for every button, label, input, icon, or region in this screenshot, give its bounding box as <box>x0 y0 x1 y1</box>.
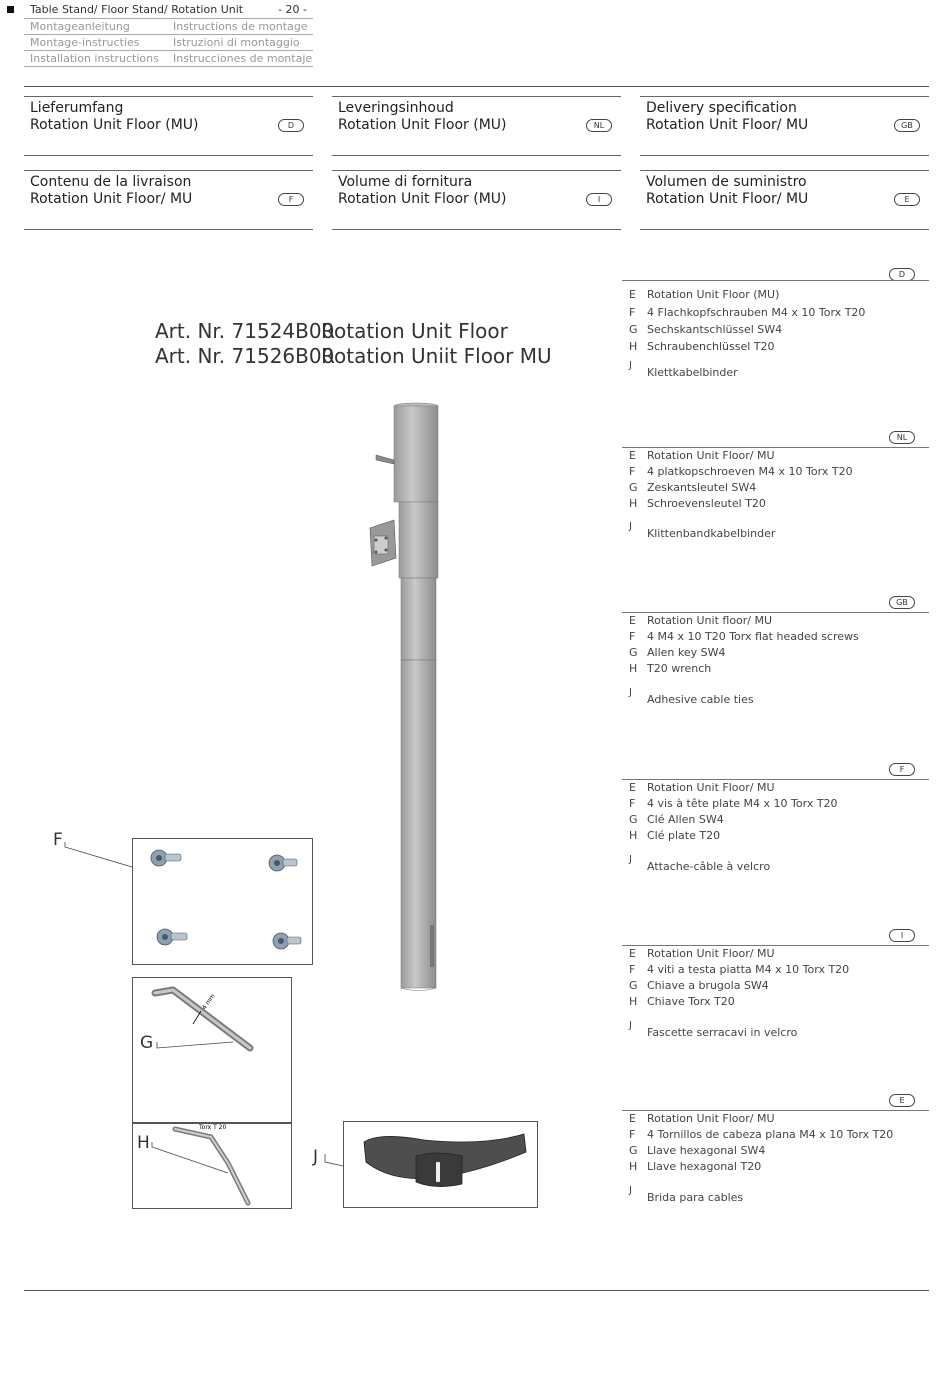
item-key: J <box>629 854 632 865</box>
parts-list-gb <box>622 596 929 716</box>
label-j: J <box>313 1147 319 1167</box>
item-key: H <box>629 340 638 353</box>
item-text: Zeskantsleutel SW4 <box>647 481 757 494</box>
cable-tie-icon <box>344 1122 537 1207</box>
item-key: G <box>629 1144 638 1157</box>
lang-badge: D <box>278 119 304 132</box>
top-rule <box>24 86 929 87</box>
item-text: Fascette serracavi in velcro <box>647 1026 798 1039</box>
item-text: 4 M4 x 10 T20 Torx flat headed screws <box>647 630 859 643</box>
item-key: G <box>629 646 638 659</box>
header-lang-label: Installation instructions <box>30 52 159 65</box>
lang-badge: NL <box>889 431 915 444</box>
item-text: Sechskantschlüssel SW4 <box>647 323 783 336</box>
screw-icon <box>269 855 297 871</box>
item-text: Rotation Unit Floor/ MU <box>647 449 775 462</box>
torx-label: Torx T 20 <box>199 1124 227 1131</box>
cable-tie-figure-frame <box>343 1121 538 1208</box>
header-lang-label: Instructions de montage <box>173 20 308 33</box>
label-h: H <box>137 1133 150 1153</box>
lang-badge: I <box>889 929 915 942</box>
item-key: F <box>629 306 636 319</box>
parts-divider <box>622 612 929 613</box>
item-key: H <box>629 497 638 510</box>
allen-key-dim: 4 mm <box>200 992 217 1012</box>
item-key: G <box>629 813 638 826</box>
lang-badge: F <box>278 193 304 206</box>
header-lang-label: Istruzioni di montaggio <box>173 36 300 49</box>
header-row <box>24 35 313 50</box>
lang-badge: E <box>894 193 920 206</box>
item-key: F <box>629 963 636 976</box>
item-text: Rotation Unit Floor/ MU <box>647 781 775 794</box>
header-bullet <box>7 6 14 13</box>
lang-badge: NL <box>586 119 612 132</box>
item-key: G <box>629 979 638 992</box>
leader-line-h <box>150 1140 230 1175</box>
item-key: J <box>629 687 632 698</box>
label-f: F <box>53 830 63 850</box>
item-text: 4 vis à tête plate M4 x 10 Torx T20 <box>647 797 838 810</box>
item-text: Clé Allen SW4 <box>647 813 724 826</box>
box-heading: Volumen de suministro <box>646 174 807 190</box>
item-key: G <box>629 323 638 336</box>
item-text: T20 wrench <box>647 662 712 675</box>
item-text: Adhesive cable ties <box>647 693 754 706</box>
parts-list-e <box>622 1094 929 1214</box>
lang-badge: E <box>889 1094 915 1107</box>
article-name: Rotation Uniit Floor MU <box>321 344 552 368</box>
item-text: Llave hexagonal SW4 <box>647 1144 766 1157</box>
item-text: 4 Tornillos de cabeza plana M4 x 10 Torx T20 <box>647 1128 894 1141</box>
item-text: Rotation Unit Floor/ MU <box>647 947 775 960</box>
parts-divider <box>622 779 929 780</box>
item-text: Rotation Unit Floor/ MU <box>647 1112 775 1125</box>
leader-line-f <box>62 840 134 870</box>
leader-line-g <box>155 1040 235 1052</box>
rotation-unit-column-illustration <box>360 400 450 995</box>
delivery-box-d <box>24 96 313 156</box>
page-number: - 20 - <box>278 3 307 16</box>
screw-icon <box>273 933 301 949</box>
box-heading: Delivery specification <box>646 100 797 116</box>
header-divider <box>24 66 313 67</box>
item-key: E <box>629 614 636 627</box>
item-text: Schroevensleutel T20 <box>647 497 766 510</box>
parts-list-f <box>622 763 929 883</box>
article-line <box>155 344 552 368</box>
item-text: 4 viti a testa piatta M4 x 10 Torx T20 <box>647 963 850 976</box>
box-heading: Lieferumfang <box>30 100 124 116</box>
screw-icon <box>157 929 187 945</box>
item-key: E <box>629 288 636 301</box>
item-text: Schraubenchlüssel T20 <box>647 340 775 353</box>
delivery-box-i <box>332 170 621 230</box>
box-heading: Contenu de la livraison <box>30 174 192 190</box>
delivery-box-gb <box>640 96 929 156</box>
item-text: Llave hexagonal T20 <box>647 1160 762 1173</box>
screw-icon <box>151 850 181 866</box>
item-text: Rotation Unit Floor (MU) <box>647 288 780 301</box>
box-heading: Volume di fornitura <box>338 174 473 190</box>
header-title: Table Stand/ Floor Stand/ Rotation Unit <box>30 3 244 16</box>
item-key: E <box>629 449 636 462</box>
item-key: F <box>629 630 636 643</box>
item-text: Chiave Torx T20 <box>647 995 735 1008</box>
box-product: Rotation Unit Floor/ MU <box>30 191 193 207</box>
item-key: H <box>629 995 638 1008</box>
item-text: Attache-câble à velcro <box>647 860 771 873</box>
parts-list-nl <box>622 431 929 551</box>
lang-badge: I <box>586 193 612 206</box>
box-product: Rotation Unit Floor (MU) <box>338 117 507 133</box>
parts-list-i <box>622 929 929 1049</box>
box-product: Rotation Unit Floor/ MU <box>646 117 809 133</box>
item-text: Brida para cables <box>647 1191 744 1204</box>
screws-illustration <box>133 839 312 964</box>
item-key: E <box>629 947 636 960</box>
item-key: F <box>629 1128 636 1141</box>
item-key: G <box>629 481 638 494</box>
bottom-rule <box>24 1290 929 1291</box>
article-number: Art. Nr. 71526B00 <box>155 344 335 368</box>
article-number: Art. Nr. 71524B00 <box>155 319 335 343</box>
lang-badge: GB <box>889 596 915 609</box>
item-key: E <box>629 781 636 794</box>
item-key: F <box>629 465 636 478</box>
item-text: Klittenbandkabelbinder <box>647 527 776 540</box>
item-key: J <box>629 521 632 532</box>
box-heading: Leveringsinhoud <box>338 100 454 116</box>
lang-badge: F <box>889 763 915 776</box>
box-product: Rotation Unit Floor/ MU <box>646 191 809 207</box>
box-product: Rotation Unit Floor (MU) <box>30 117 199 133</box>
screws-figure-frame <box>132 838 313 965</box>
label-g: G <box>140 1033 154 1053</box>
header-lang-label: Montageanleitung <box>30 20 130 33</box>
parts-divider <box>622 447 929 448</box>
item-key: H <box>629 662 638 675</box>
item-text: Rotation Unit floor/ MU <box>647 614 773 627</box>
lang-badge: GB <box>894 119 920 132</box>
item-text: Chiave a brugola SW4 <box>647 979 769 992</box>
article-name: Rotation Unit Floor <box>321 319 508 343</box>
header-lang-label: Instrucciones de montaje <box>173 52 313 65</box>
delivery-box-f <box>24 170 313 230</box>
leader-line-j <box>323 1152 345 1168</box>
parts-divider <box>622 945 929 946</box>
item-text: Klettkabelbinder <box>647 366 738 379</box>
item-key: E <box>629 1112 636 1125</box>
parts-divider <box>622 1110 929 1111</box>
item-text: Allen key SW4 <box>647 646 726 659</box>
delivery-box-e <box>640 170 929 230</box>
header-title-row <box>24 2 313 17</box>
delivery-box-nl <box>332 96 621 156</box>
item-key: H <box>629 829 638 842</box>
item-key: J <box>629 360 632 371</box>
header-lang-label: Montage-instructies <box>30 36 140 49</box>
item-key: J <box>629 1020 632 1031</box>
item-key: H <box>629 1160 638 1173</box>
item-key: F <box>629 797 636 810</box>
item-text: 4 platkopschroeven M4 x 10 Torx T20 <box>647 465 853 478</box>
header-row <box>24 51 313 66</box>
parts-list-d <box>622 268 929 388</box>
lang-badge: D <box>889 268 915 281</box>
article-line <box>155 319 508 343</box>
item-text: Clé plate T20 <box>647 829 721 842</box>
header-row <box>24 19 313 34</box>
item-text: 4 Flachkopfschrauben M4 x 10 Torx T20 <box>647 306 866 319</box>
item-key: J <box>629 1185 632 1196</box>
parts-divider <box>622 280 929 281</box>
box-product: Rotation Unit Floor (MU) <box>338 191 507 207</box>
